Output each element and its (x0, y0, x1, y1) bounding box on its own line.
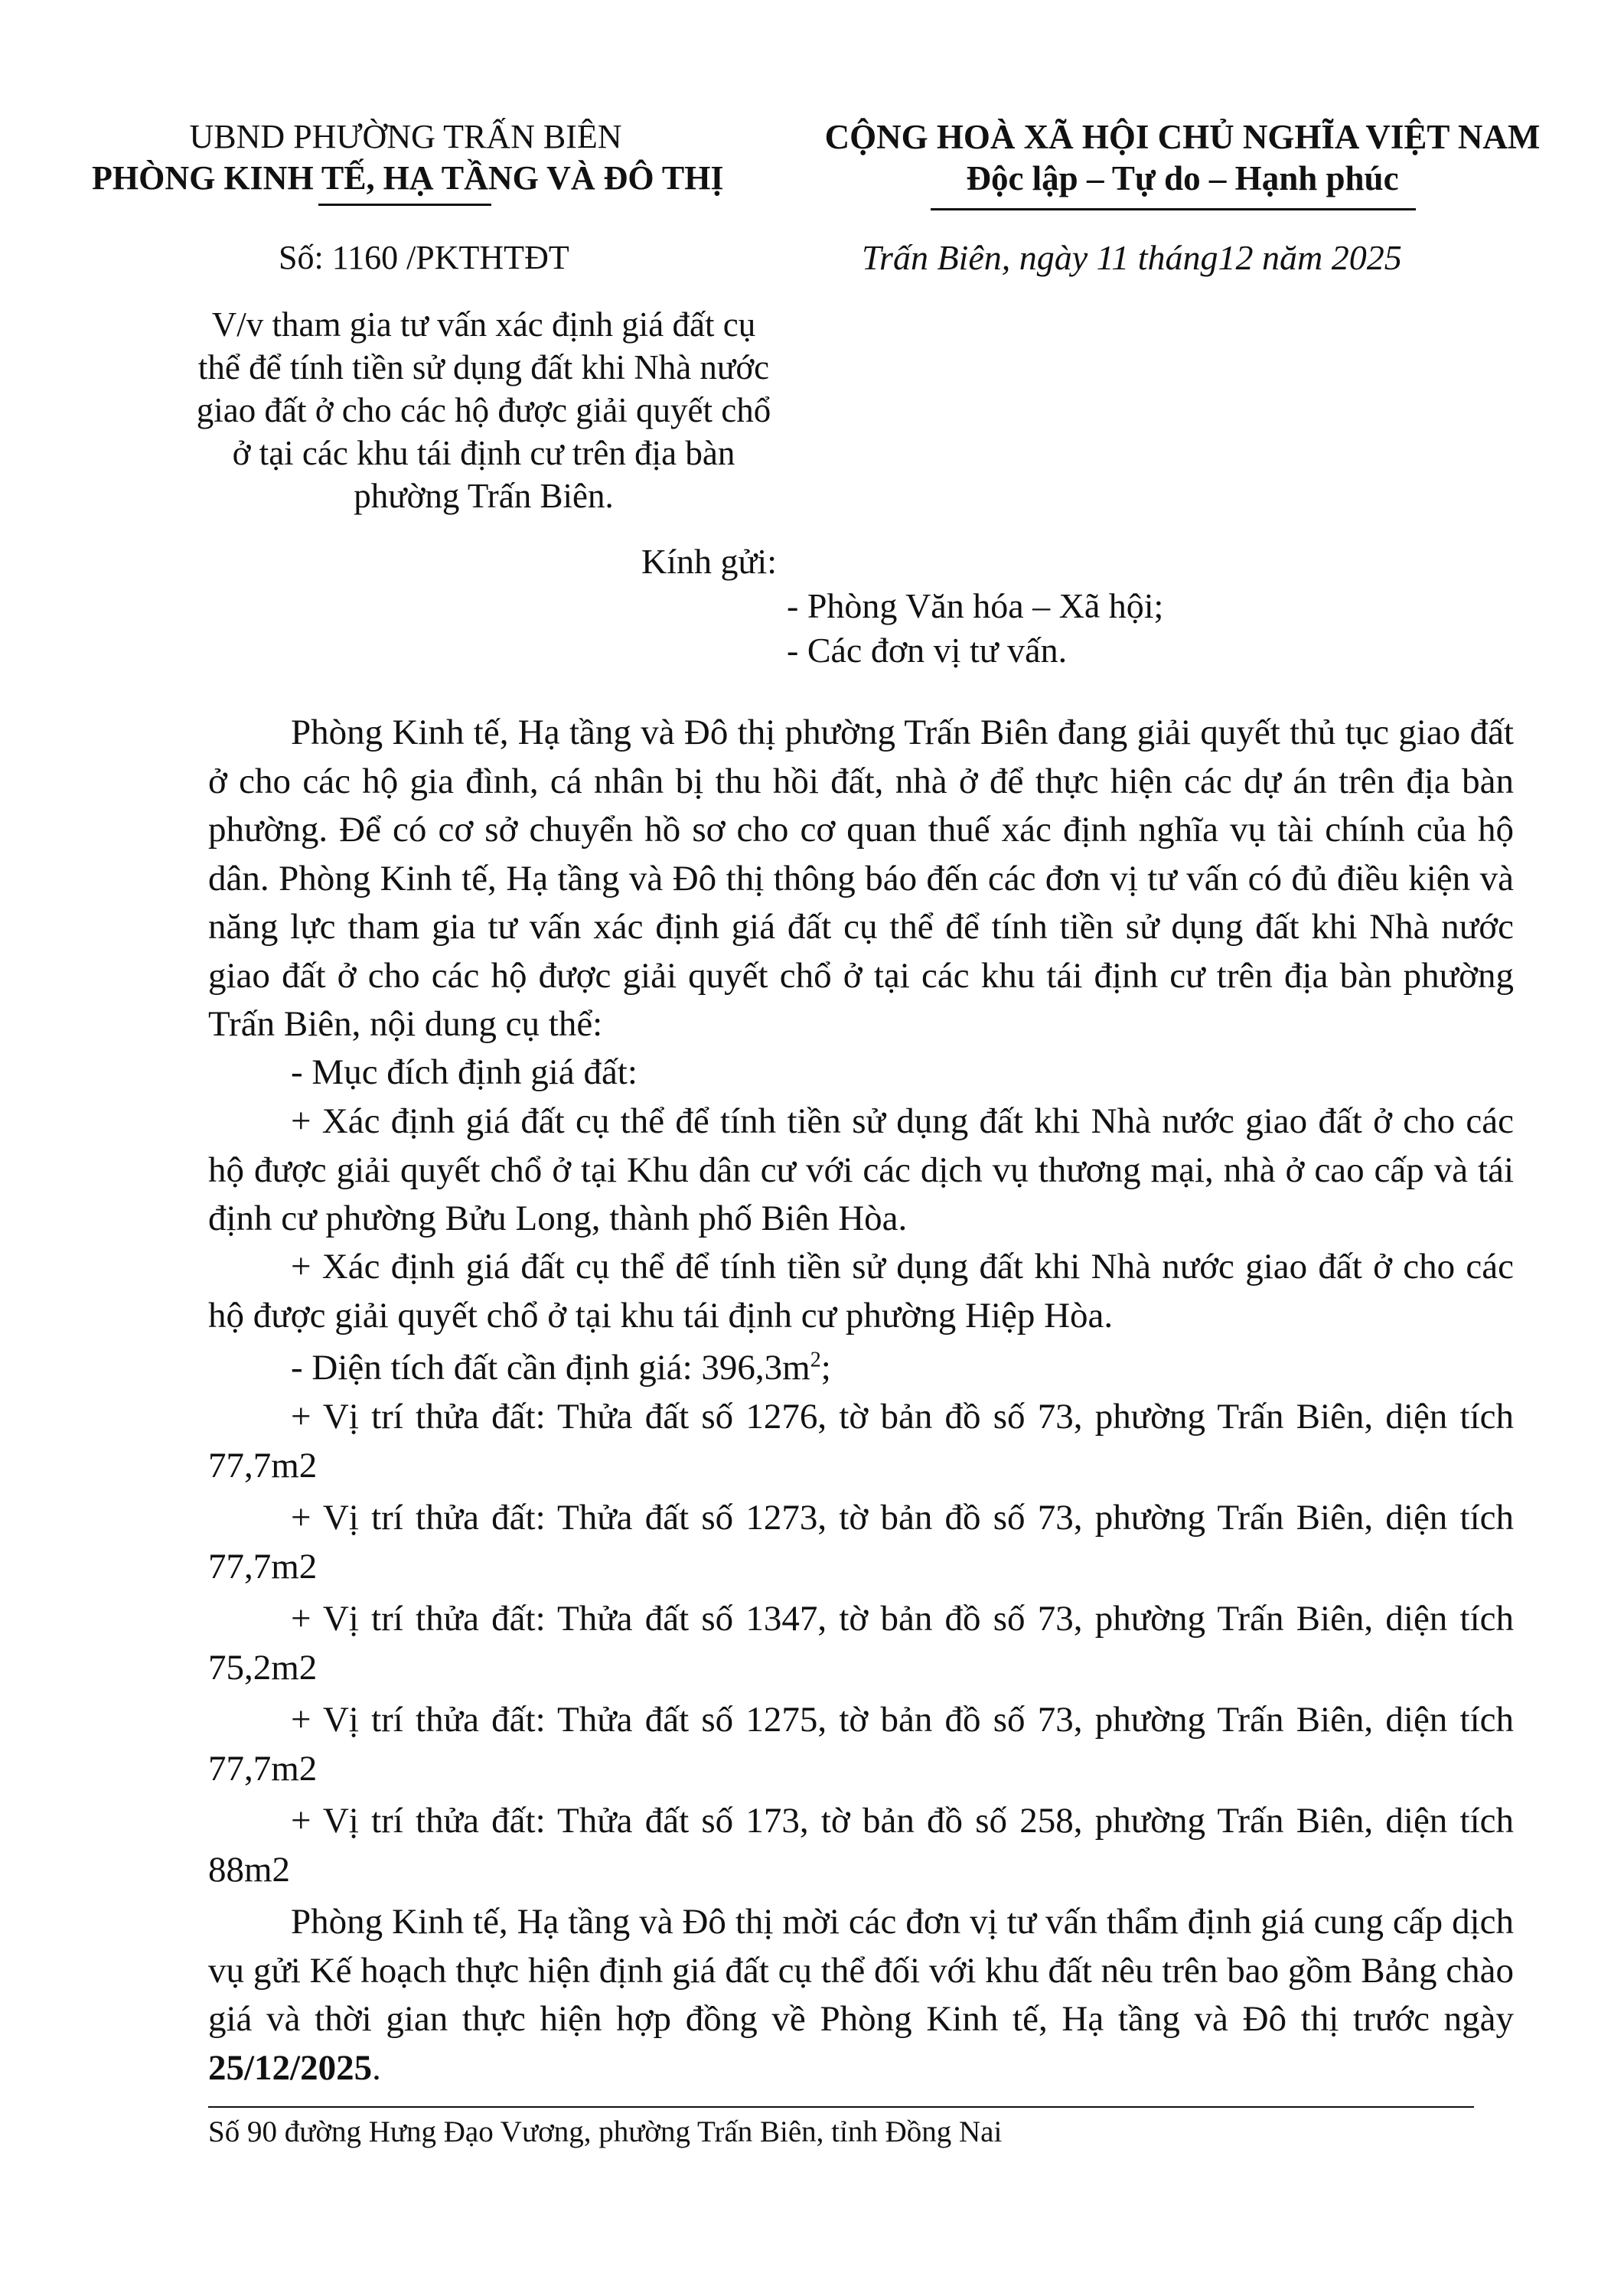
area-label (208, 1344, 1514, 1393)
area-unit-superscript: 2 (810, 1348, 821, 1372)
country-name: CỘNG HOÀ XÃ HỘI CHỦ NGHĨA VIỆT NAM (824, 118, 1541, 156)
area-label-text: - Diện tích đất cần định giá: 396,3m (291, 1348, 810, 1388)
document-number: Số: 1160 /PKTHTĐT (279, 239, 569, 276)
footer-address: Số 90 đường Hưng Đạo Vương, phường Trấn Biên, tỉnh Đồng Nai (208, 2115, 1003, 2148)
body-closing (208, 1898, 1514, 2092)
recipients-label: Kính gửi: (641, 542, 777, 581)
parcel-item: + Vị trí thửa đất: Thửa đất số 1273, tờ bản đồ số 73, phường Trấn Biên, diện tích 77,7m2 (208, 1498, 1514, 1587)
org-name: PHÒNG KINH TẾ, HẠ TẦNG VÀ ĐÔ THỊ (92, 159, 724, 197)
recipient-item: - Phòng Văn hóa – Xã hội; (787, 586, 1164, 625)
area-label-tail: ; (820, 1348, 831, 1388)
motto-underline (931, 208, 1416, 210)
parcel-item: + Vị trí thửa đất: Thửa đất số 1347, tờ bản đồ số 73, phường Trấn Biên, diện tích 75,2m2 (208, 1599, 1514, 1688)
org-name-underline (318, 204, 491, 206)
purpose-item: + Xác định giá đất cụ thể để tính tiền sử dụng đất khi Nhà nước giao đất ở cho các hộ được giải quyết chổ ở tại Khu dân cư với các dịch vụ thương mại, nhà ở cao cấp và tái định cư phường Bửu Long, thành phố Biên Hòa. (208, 1101, 1514, 1238)
parcel-item: + Vị trí thửa đất: Thửa đất số 173, tờ bản đồ số 258, phường Trấn Biên, diện tích 88m2 (208, 1801, 1514, 1890)
parcel-item: + Vị trí thửa đất: Thửa đất số 1276, tờ bản đồ số 73, phường Trấn Biên, diện tích 77,7m2 (208, 1397, 1514, 1486)
national-motto: Độc lập – Tự do – Hạnh phúc (966, 159, 1399, 197)
closing-text: Phòng Kinh tế, Hạ tầng và Đô thị mời các đơn vị tư vấn thẩm định giá cung cấp dịch vụ gửi Kế hoạch thực hiện định giá đất cụ thể đối với khu đất nêu trên bao gồm Bảng chào giá và thời gian thực hiện hợp đồng về Phòng Kinh tế, Hạ tầng và Đô thị trước ngày (208, 1902, 1514, 2039)
purpose-label: - Mục đích định giá đất: (291, 1052, 638, 1092)
deadline-date: 25/12/2025 (208, 2047, 373, 2088)
document-subject: V/v tham gia tư vấn xác định giá đất cụ thể để tính tiền sử dụng đất khi Nhà nước giao đất ở cho các hộ được giải quyết chổ ở tại các khu tái định cư trên địa bàn phường Trấn Biên. (196, 305, 771, 515)
org-parent: UBND PHƯỜNG TRẤN BIÊN (189, 118, 622, 155)
body-intro: Phòng Kinh tế, Hạ tầng và Đô thị phường Trấn Biên đang giải quyết thủ tục giao đất ở cho các hộ gia đình, cá nhân bị thu hồi đất, nhà ở để thực hiện các dự án trên địa bàn phường. Để có cơ sở chuyển hồ sơ cho cơ quan thuế xác định nghĩa vụ tài chính của hộ dân. Phòng Kinh tế, Hạ tầng và Đô thị thông báo đến các đơn vị tư vấn có đủ điều kiện và năng lực tham gia tư vấn xác định giá đất cụ thể để tính tiền sử dụng đất khi Nhà nước giao đất ở cho các hộ được giải quyết chổ ở tại các khu tái định cư trên địa bàn phường Trấn Biên, nội dung cụ thể: (208, 713, 1514, 1044)
purpose-item: + Xác định giá đất cụ thể để tính tiền sử dụng đất khi Nhà nước giao đất ở cho các hộ được giải quyết chổ ở tại khu tái định cư phường Hiệp Hòa. (208, 1247, 1514, 1336)
recipient-item: - Các đơn vị tư vấn. (787, 631, 1068, 670)
date-line: Trấn Biên, ngày 11 tháng12 năm 2025 (862, 238, 1402, 277)
parcel-item: + Vị trí thửa đất: Thửa đất số 1275, tờ bản đồ số 73, phường Trấn Biên, diện tích 77,7m2 (208, 1700, 1514, 1789)
footer-divider (208, 2106, 1474, 2108)
closing-tail: . (372, 2047, 381, 2088)
